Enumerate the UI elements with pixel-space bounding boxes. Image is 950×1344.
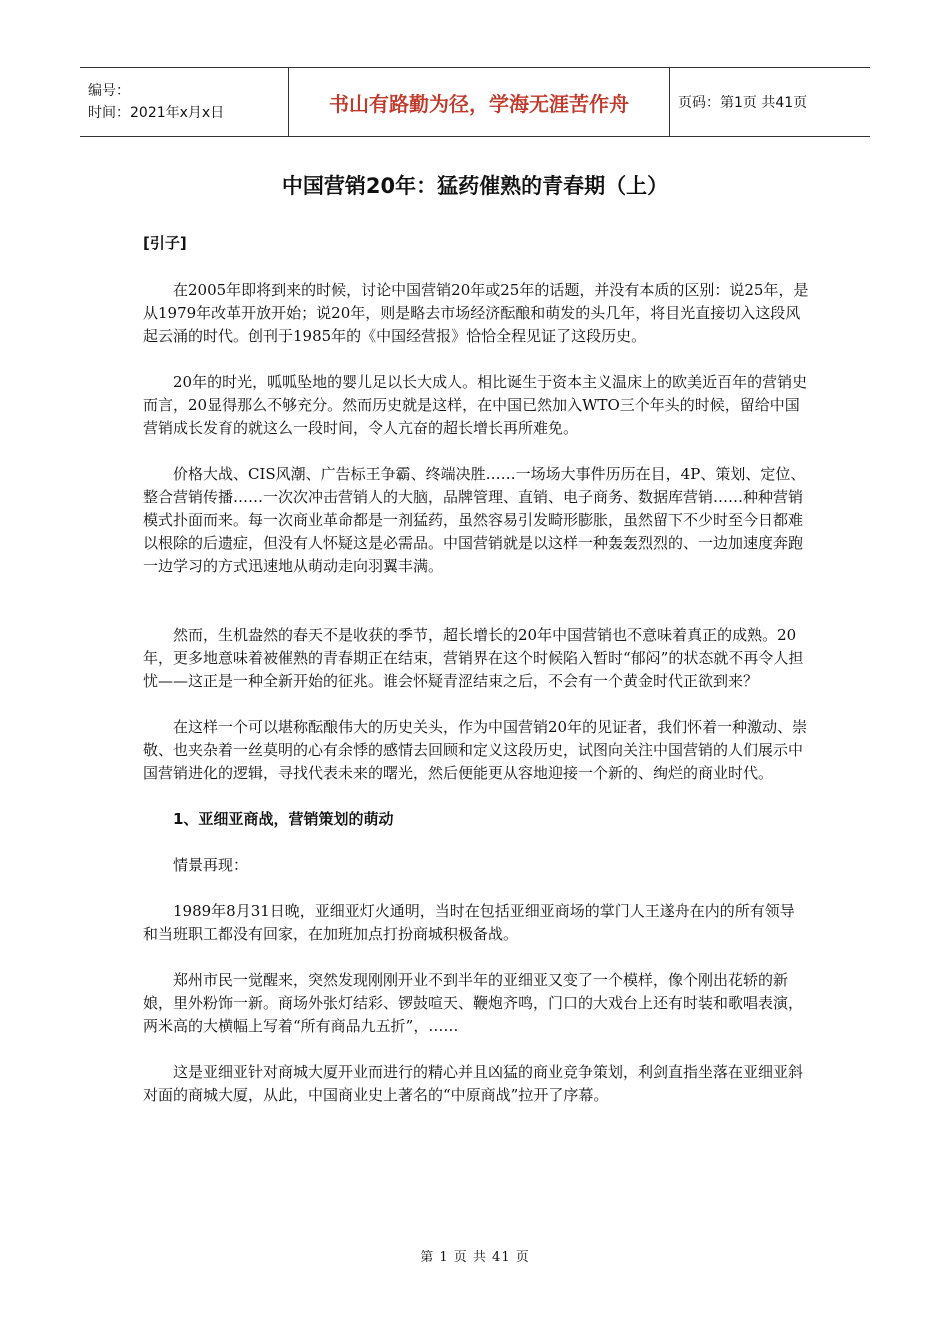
date-label: 时间：2021年x月x日 xyxy=(88,105,225,121)
header-meta xyxy=(80,68,289,136)
scene-label: 情景再现： xyxy=(173,856,249,874)
header-motto: 书山有路勤为径，学海无涯苦作舟 xyxy=(289,68,670,136)
paragraph: 价格大战、CIS风潮、广告标王争霸、终端决胜……一场场大事件历历在目，4P、策划、定位、整合营销传播……一次次冲击营销人的大脑，品牌管理、直销、电子商务、数据库营销……种种营销模式扑面而来。每一次商业革命都是一剂猛药，虽然容易引发畸形膨胀，虽然留下不少时至今日都难以根除的后遗症，但没有人怀疑这是必需品。中国营销就是以这样一种轰轰烈烈的、一边加速度奔跑一边学习的方式迅速地从萌动走向羽翼丰满。 xyxy=(143,465,806,575)
page-footer: 第 1 页 共 41 页 xyxy=(420,1250,530,1265)
paragraph: 郑州市民一觉醒来，突然发现刚刚开业不到半年的亚细亚又变了一个模样，像个刚出花轿的新娘，里外粉饰一新。商场外张灯结彩、锣鼓喧天、鞭炮齐鸣，门口的大戏台上还有时装和歌唱表演，两米高的大横幅上写着“所有商品九五折”，…… xyxy=(143,971,804,1035)
document-header xyxy=(80,67,870,137)
paragraph: 20年的时光，呱呱坠地的婴儿足以长大成人。相比诞生于资本主义温床上的欧美近百年的营销史而言，20显得那么不够充分。然而历史就是这样，在中国已然加入WTO三个年头的时候，留给中国营销成长发育的就这么一段时间，令人亢奋的超长增长再所难免。 xyxy=(143,373,808,437)
number-label: 编号： xyxy=(88,83,130,99)
document-body xyxy=(143,232,809,1107)
paragraph: 然而，生机盎然的春天不是收获的季节，超长增长的20年中国营销也不意味着真正的成熟。20年，更多地意味着被催熟的青春期正在结束，营销界在这个时候陷入暂时“郁闷”的状态就不再令人担忧——这正是一种全新开始的征兆。谁会怀疑青涩结束之后，不会有一个黄金时代正欲到来？ xyxy=(143,626,804,690)
header-page-info: 页码：第1页 共41页 xyxy=(678,95,808,111)
paragraph: 这是亚细亚针对商城大厦开业而进行的精心并且凶猛的商业竞争策划，利剑直指坐落在亚细亚斜对面的商城大厦，从此，中国商业史上著名的“中原商战”拉开了序幕。 xyxy=(143,1063,804,1104)
document-title: 中国营销20年：猛药催熟的青春期（上） xyxy=(281,174,669,198)
paragraph: 在2005年即将到来的时候，讨论中国营销20年或25年的话题，并没有本质的区别：说25年，是从1979年改革开放开始；说20年，则是略去市场经济酝酿和萌发的头几年，将目光直接切入这段风起云涌的时代。创刊于1985年的《中国经营报》恰恰全程见证了这段历史。 xyxy=(143,281,809,345)
paragraph: 在这样一个可以堪称酝酿伟大的历史关头，作为中国营销20年的见证者，我们怀着一种激动、崇敬、也夹杂着一丝莫明的心有余悸的感情去回顾和定义这段历史，试图向关注中国营销的人们展示中国营销进化的逻辑，寻找代表未来的曙光，然后便能更从容地迎接一个新的、绚烂的商业时代。 xyxy=(143,718,808,782)
paragraph: 1989年8月31日晚，亚细亚灯火通明，当时在包括亚细亚商场的掌门人王遂舟在内的所有领导和当班职工都没有回家，在加班加点打扮商城积极备战。 xyxy=(143,902,795,943)
intro-label: [引子] xyxy=(143,234,187,252)
section-heading: 1、亚细亚商战，营销策划的萌动 xyxy=(173,810,394,828)
